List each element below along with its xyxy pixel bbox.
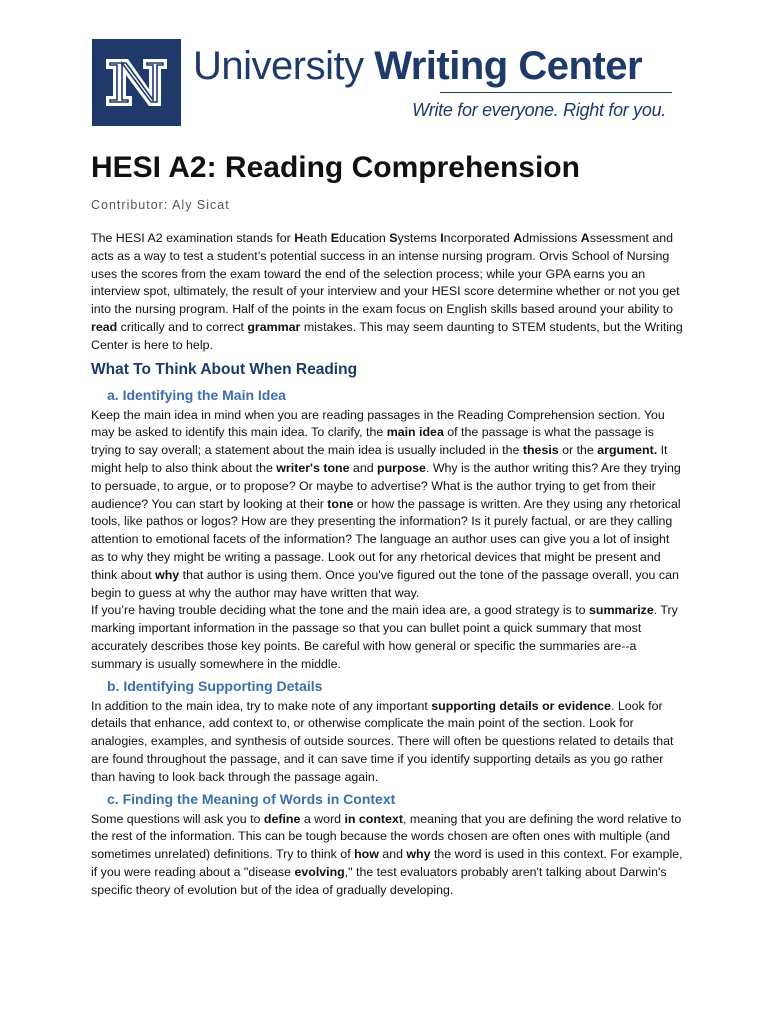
document-body	[91, 148, 683, 900]
subsection-heading-main-idea: a. Identifying the Main Idea	[107, 386, 286, 403]
subsection-body-words-in-context: Some questions will ask you to define a word in context, meaning that you are defining the word relative to the rest of the information. This can be tough because the words chosen are often ones with multiple (and sometimes unrelated) definitions. Try to think of how and why the word is used in this context. For example, if you were reading about a "disease evolving," the test evaluators probably aren't talking about Darwin's specific theory of evolution but of the idea of gradually developing.	[91, 811, 683, 897]
subsection-heading-words-in-context: c. Finding the Meaning of Words in Context	[107, 790, 396, 807]
subsection-heading-supporting-details: b. Identifying Supporting Details	[107, 677, 323, 694]
document-title: HESI A2: Reading Comprehension	[91, 151, 580, 184]
brand-university: University	[193, 44, 375, 88]
section-heading: What To Think About When Reading	[91, 360, 358, 378]
contributor-line: Contributor: Aly Sicat	[91, 198, 230, 212]
university-n-logo	[92, 39, 181, 126]
brand-title	[193, 40, 642, 92]
brand-tagline: Write for everyone. Right for you.	[412, 100, 666, 120]
brand-writing-center: Writing Center	[374, 44, 643, 88]
subsection-body-supporting-details: In addition to the main idea, try to make note of any important supporting details or evidence. Look for details that enhance, add context to, or otherwise complicate the main point of the section. Look for analogies, examples, and synthesis of outside sources. There will often be questions related to details that are found throughout the passage, and it can save time if you identify supporting details as you go rather than having to look back through the passage again.	[91, 698, 674, 784]
tagline-divider	[440, 92, 672, 93]
subsection-body-main-idea: Keep the main idea in mind when you are reading passages in the Reading Comprehension section. You may be asked to identify this main idea. To clarify, the main idea of the passage is what the passage is trying to say overall; a statement about the main idea is usually included in the thesis or the argument. It might help to also think about the writer's tone and purpose. Why is the author writing this? Are they trying to persuade, to argue, or to propose? Or maybe to advertise? What is the author trying to get from their audience? You can start by looking at their tone or how the passage is written. Are they using any rhetorical tools, like pathos or logos? How are they presenting the information? Is it purely factual, or are they calling attention to emotional facets of the information? The language an author uses can give you a lot of insight as to why they might be writing a passage. Look out for any rhetorical devices that might be present and think about why that author is using them. Once you've figured out the tone of the passage overall, you can begin to guess at why the author may have written that way. If you’re having trouble deciding what the tone and the main idea are, a good strategy is to summarize. Try marking important information in the passage so that you can bullet point a quick summary that most accurately describes those key points. Be careful with how general or specific the summaries are--a summary is usually somewhere in the middle.	[91, 407, 681, 671]
n-logo-icon	[92, 39, 181, 126]
intro-paragraph: The HESI A2 examination stands for Heath Education Systems Incorporated Admissions Assessment and acts as a way to test a student’s potential success in an intense nursing program. Orvis School of Nursing uses the scores from the exam toward the end of the selection process; while your GPA earns you an interview spot, ultimately, the result of your interview and your HESI score determine whether or not you get into the nursing program. Half of the points in the exam focus on English skills based around your ability to read critically and to correct grammar mistakes. This may seem daunting to STEM students, but the Writing Center is here to help.	[91, 231, 683, 352]
